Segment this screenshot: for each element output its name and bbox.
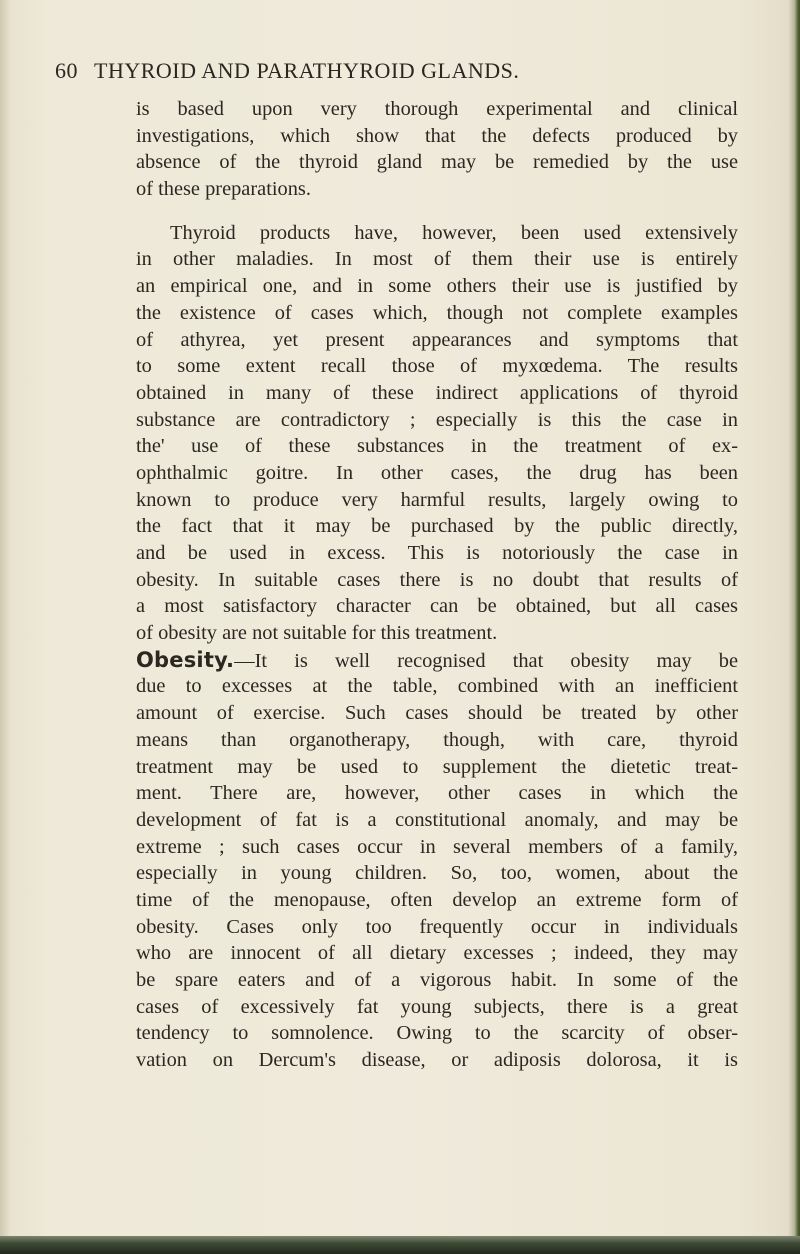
text-line: absence of the thyroid gland may be remedied by the use [136, 151, 738, 174]
text-line: ophthalmic goitre. In other cases, the drug has been [136, 461, 738, 484]
text-line: of obesity are not suitable for this treatment. [136, 622, 498, 645]
paragraph-gap [136, 203, 738, 220]
text-line: amount of exercise. Such cases should be treated by other [136, 702, 738, 725]
page-bottom-edge [0, 1236, 800, 1254]
text-line: the fact that it may be purchased by the public directly, [136, 515, 738, 538]
running-head [55, 58, 519, 84]
text-line: a most satisfactory character can be obtained, but all cases [136, 595, 738, 618]
text-line: investigations, which show that the defects produced by [136, 124, 738, 147]
text-line: vation on Dercum's disease, or adiposis dolorosa, it is [136, 1049, 738, 1072]
text-line: obesity. In suitable cases there is no doubt that results of [136, 568, 738, 591]
chapter-title: THYROID AND PARATHYROID GLANDS. [94, 58, 520, 83]
text-line: known to produce very harmful results, largely owing to [136, 488, 738, 511]
text-line: in other maladies. In most of them their use is entirely [136, 248, 738, 271]
text-line: substance are contradictory ; especially is this the case in [136, 408, 738, 431]
text-line: to some extent recall those of myxœdema. The results [136, 355, 738, 378]
text-line: is based upon very thorough experimental and clinical [136, 98, 738, 120]
text-line: obesity. Cases only too frequently occur in individuals [136, 915, 738, 938]
text-line: obtained in many of these indirect applications of thyroid [136, 381, 738, 404]
side-heading-obesity: Obesity. [136, 647, 235, 672]
text-line: ment. There are, however, other cases in which the [136, 782, 738, 805]
text-line: the existence of cases which, though not complete examples [136, 301, 738, 324]
body-text [136, 96, 738, 1074]
text-line: Thyroid products have, however, been used extensively [170, 221, 738, 244]
page-right-edge [788, 0, 800, 1254]
text-line: due to excesses at the table, combined with an inefficient [136, 675, 738, 698]
text-line: extreme ; such cases occur in several members of a family, [136, 835, 738, 858]
text-line: and be used in excess. This is notoriously the case in [136, 542, 738, 564]
text-line: especially in young children. So, too, women, about the [136, 862, 738, 885]
text-line: an empirical one, and in some others their use is justified by [136, 275, 738, 298]
text-line: means than organotherapy, though, with care, thyroid [136, 728, 738, 751]
text-line: of athyrea, yet present appearances and symptoms that [136, 328, 738, 351]
page-left-edge [0, 0, 10, 1254]
paragraph-2 [136, 220, 738, 647]
text-line: development of fat is a constitutional anomaly, and may be [136, 808, 738, 831]
text-line: time of the menopause, often develop an extreme form of [136, 888, 738, 911]
text-line [136, 647, 738, 674]
paragraph-3 [136, 647, 738, 1074]
text-line: who are innocent of all dietary excesses ; indeed, they may [136, 942, 738, 965]
text-line: of these preparations. [136, 178, 311, 201]
text-line: be spare eaters and of a vigorous habit. In some of the [136, 969, 738, 991]
text-line: tendency to somnolence. Owing to the scarcity of obser- [136, 1022, 738, 1045]
paragraph-1 [136, 96, 738, 203]
text-line: the' use of these substances in the treatment of ex- [136, 435, 738, 458]
text-line: treatment may be used to supplement the dietetic treat- [136, 755, 738, 778]
text-line: cases of excessively fat young subjects, there is a great [136, 995, 738, 1018]
page-number: 60 [55, 58, 78, 83]
side-heading-continuation: —It is well recognised that obesity may be [234, 649, 738, 672]
